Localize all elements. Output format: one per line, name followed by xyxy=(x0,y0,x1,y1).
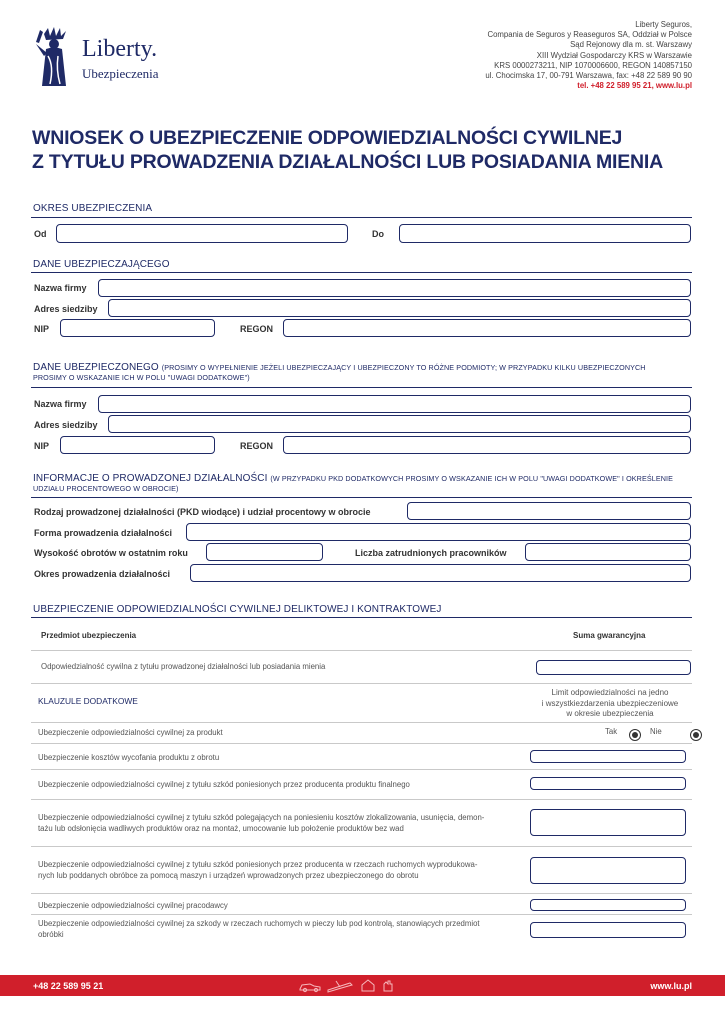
limit-header-line: Limit odpowiedzialności na jedno xyxy=(551,688,669,697)
hand-icon xyxy=(384,981,392,991)
footer-web: www.lu.pl xyxy=(650,981,692,991)
no-radio[interactable] xyxy=(690,729,702,741)
yes-label: Tak xyxy=(605,727,618,736)
heading-text: DANE UBEZPIECZONEGO xyxy=(33,362,159,373)
car-icon xyxy=(300,984,320,992)
clause-row-line: Ubezpieczenie odpowiedzialności cywilnej z tytułu szkód poniesionych przez producenta w rzeczach ruchomych wyprodukowa- xyxy=(38,860,478,869)
pkd-field[interactable] xyxy=(407,502,691,520)
section-heading-ubezpieczony xyxy=(33,363,646,383)
company-line: Liberty Seguros, xyxy=(635,20,692,29)
firm-label: Nazwa firmy xyxy=(34,283,87,293)
period-label: Okres prowadzenia działalności xyxy=(34,569,171,579)
footer-phone: +48 22 589 95 21 xyxy=(33,981,104,991)
regon-label: REGON xyxy=(240,441,274,451)
pkd-label: Rodzaj prowadzonej działalności (PKD wiodące) i udział procentowy w obrocie xyxy=(34,507,371,517)
heading-note: UDZIAŁU PROCENTOWEGO W OBROCIE) xyxy=(33,484,179,493)
clause-row-line: obróbki xyxy=(38,929,64,939)
heading-note: (W PRZYPADKU PKD DODATKOWYCH PROSIMY O WSKAZANIE ICH W POLU "UWAGI DODATKOWE" I OKREŚLENIE xyxy=(270,474,674,483)
limit-header xyxy=(520,688,700,720)
clause-row-label: Ubezpieczenie odpowiedzialności cywilnej z tytułu szkód poniesionych przez producenta produktu finalnego xyxy=(38,780,410,789)
brand-name: Liberty. xyxy=(82,36,158,62)
turnover-field[interactable] xyxy=(206,543,323,561)
company-line: Compania de Seguros y Reaseguros SA, Oddział w Polsce xyxy=(487,30,692,40)
clause-row-label xyxy=(38,919,480,940)
col-sum-header: Suma gwarancyjna xyxy=(573,631,646,640)
clause-row-line: tażu lub odsłonięcia wadliwych produktów oraz na montaż, umocowanie lub położenie produktów bez wad xyxy=(38,823,404,833)
divider xyxy=(31,650,692,651)
brand-subtitle: Ubezpieczenia xyxy=(82,66,159,81)
business-form-field[interactable] xyxy=(186,523,691,541)
section-heading-oc: UBEZPIECZENIE ODPOWIEDZIALNOŚCI CYWILNEJ DELIKTOWEJ I KONTRAKTOWEJ xyxy=(33,604,442,615)
divider xyxy=(31,683,692,684)
heading-text: INFORMACJE O PROWADZONEJ DZIAŁALNOŚCI xyxy=(33,473,268,484)
form-label: Forma prowadzenia działalności xyxy=(34,528,173,538)
clause-limit-field[interactable] xyxy=(530,750,686,763)
business-period-field[interactable] xyxy=(190,564,691,582)
turnover-label: Wysokość obrotów w ostatnim roku xyxy=(34,548,188,558)
firm-name-field[interactable] xyxy=(98,279,691,297)
clause-row-line: Ubezpieczenie odpowiedzialności cywilnej za szkody w rzeczach ruchomych w pieczy lub pod kontrolą, stanowiących przedmiot xyxy=(38,919,480,928)
company-line: XIII Wydział Gospodarczy KRS w Warszawie xyxy=(536,50,692,60)
page-title xyxy=(32,126,663,174)
yes-radio[interactable] xyxy=(629,729,641,741)
plane-icon xyxy=(328,981,352,992)
clause-row-label: Ubezpieczenie kosztów wycofania produktu z obrotu xyxy=(38,753,220,762)
divider xyxy=(31,799,692,800)
employees-field[interactable] xyxy=(525,543,691,561)
regon-label: REGON xyxy=(240,324,274,334)
divider xyxy=(31,217,692,218)
title-line-1: WNIOSEK O UBEZPIECZENIE ODPOWIEDZIALNOŚCI CYWILNEJ xyxy=(32,127,623,149)
clause-row-label xyxy=(38,813,484,834)
company-line: KRS 0000273211, NIP 1070006600, REGON 140857150 xyxy=(494,60,692,70)
nip-field[interactable] xyxy=(60,319,215,337)
to-date-field[interactable] xyxy=(399,224,691,243)
divider xyxy=(31,914,692,915)
insured-address-field[interactable] xyxy=(108,415,691,433)
clause-row-line: nych lub poddanych obróbce za pomocą maszyn i urządzeń wprowadzonych przez ubezpieczonego do obrotu xyxy=(38,870,419,880)
divider xyxy=(31,387,692,388)
liberty-statue-logo-icon xyxy=(30,26,80,88)
clauses-heading: KLAUZULE DODATKOWE xyxy=(38,696,138,706)
col-subject-header: Przedmiot ubezpieczenia xyxy=(41,631,137,640)
limit-header-line: i wszystkiezdarzenia ubezpieczeniowe xyxy=(541,698,679,708)
divider xyxy=(31,722,692,723)
regon-field[interactable] xyxy=(283,319,691,337)
from-label: Od xyxy=(34,229,47,239)
company-line: Sąd Rejonowy dla m. st. Warszawy xyxy=(570,40,692,50)
clause-row-label xyxy=(38,860,477,881)
nip-label: NIP xyxy=(34,324,50,334)
company-contact: tel. +48 22 589 95 21, www.lu.pl xyxy=(577,81,692,91)
insured-regon-field[interactable] xyxy=(283,436,691,454)
clause-limit-field[interactable] xyxy=(530,809,686,836)
no-label: Nie xyxy=(650,727,662,736)
heading-note: PROSIMY O WSKAZANIE ICH W POLU "UWAGI DODATKOWE") xyxy=(33,373,250,382)
section-heading-okres: OKRES UBEZPIECZENIA xyxy=(33,203,153,214)
address-field[interactable] xyxy=(108,299,691,317)
nip-label: NIP xyxy=(34,441,50,451)
clause-limit-field[interactable] xyxy=(530,777,686,790)
limit-header-line: w okresie ubezpieczenia xyxy=(566,709,654,718)
from-date-field[interactable] xyxy=(56,224,348,243)
clause-row-label: Ubezpieczenie odpowiedzialności cywilnej za produkt xyxy=(38,728,223,737)
clause-limit-field[interactable] xyxy=(530,922,686,938)
clause-limit-field[interactable] xyxy=(530,857,686,884)
section-heading-ubezpieczajacy: DANE UBEZPIECZAJĄCEGO xyxy=(33,259,170,270)
main-sum-field[interactable] xyxy=(536,660,691,675)
to-label: Do xyxy=(372,229,384,239)
company-line: ul. Chocimska 17, 00-791 Warszawa, fax: +48 22 589 90 90 xyxy=(485,71,692,81)
divider xyxy=(31,893,692,894)
footer-icons xyxy=(298,978,398,994)
address-label: Adres siedziby xyxy=(34,420,98,430)
employees-label: Liczba zatrudnionych pracowników xyxy=(355,548,507,558)
divider xyxy=(31,617,692,618)
clause-row-label: Ubezpieczenie odpowiedzialności cywilnej pracodawcy xyxy=(38,901,228,910)
divider xyxy=(31,497,692,498)
heading-note: (PROSIMY O WYPEŁNIENIE JEŻELI UBEZPIECZAJĄCY I UBEZPIECZONY TO RÓŻNE PODMIOTY; W PRZYPADKU KILKU UBEZPIECZONYCH xyxy=(161,363,646,372)
clause-limit-field[interactable] xyxy=(530,899,686,911)
title-line-2: Z TYTUŁU PROWADZENIA DZIAŁALNOŚCI LUB POSIADANIA MIENIA xyxy=(32,151,664,173)
section-heading-dzialalnosc xyxy=(33,474,673,494)
main-row-label: Odpowiedzialność cywilna z tytułu prowadzonej działalności lub posiadania mienia xyxy=(41,662,326,671)
divider xyxy=(31,769,692,770)
insured-firm-name-field[interactable] xyxy=(98,395,691,413)
address-label: Adres siedziby xyxy=(34,304,98,314)
divider xyxy=(31,846,692,847)
divider xyxy=(31,743,692,744)
company-info xyxy=(485,20,692,91)
firm-label: Nazwa firmy xyxy=(34,399,87,409)
divider xyxy=(31,272,692,273)
house-icon xyxy=(362,980,374,991)
clause-row-line: Ubezpieczenie odpowiedzialności cywilnej z tytułu szkód polegających na poniesieniu kosztów zlokalizowania, usunięcia, demon- xyxy=(38,813,485,822)
insured-nip-field[interactable] xyxy=(60,436,215,454)
